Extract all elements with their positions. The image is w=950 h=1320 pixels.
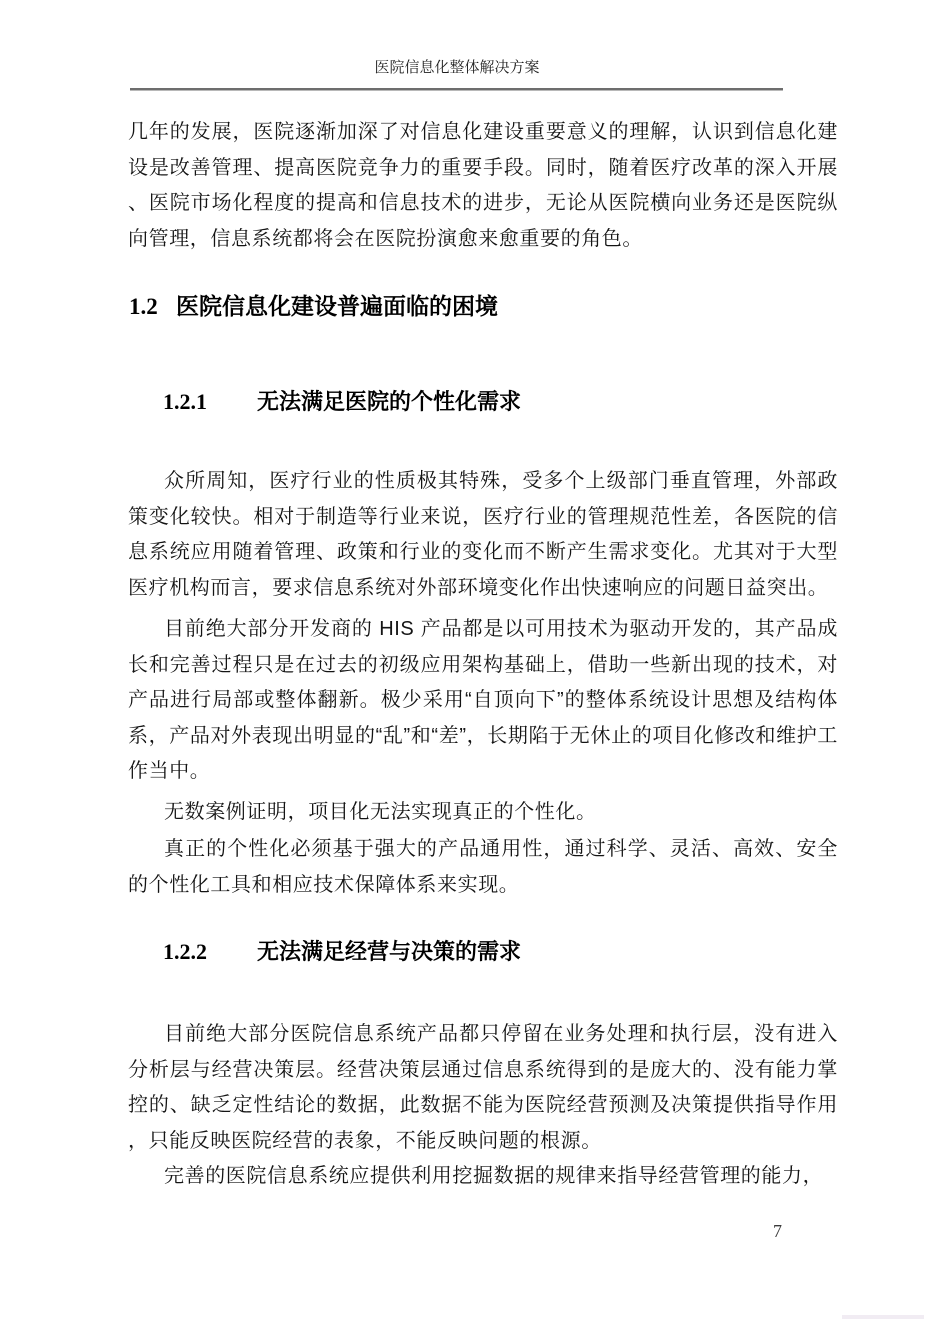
- section-number: 1.2: [129, 294, 158, 319]
- section-title: 医院信息化建设普遍面临的困境: [176, 293, 498, 319]
- paragraph-decision-layer: 目前绝大部分医院信息系统产品都只停留在业务处理和执行层，没有进入分析层与经营决策层。经营决策层通过信息系统得到的是庞大的、没有能力掌控的、缺乏定性结论的数据，此数据不能为医院经营预测及决策提供指导作用，只能反映医院经营的表象，不能反映问题的根源。: [128, 1023, 838, 1152]
- watermark-remnant: [842, 1315, 924, 1319]
- section-heading-1-2: [129, 291, 498, 322]
- subsection-number: 1.2.2: [163, 939, 207, 964]
- header-rule: [130, 88, 783, 91]
- paragraph-industry-特殊性: 众所周知，医疗行业的性质极其特殊，受多个上级部门垂直管理，外部政策变化较快。相对于制造等行业来说，医疗行业的管理规范性差，各医院的信息系统应用随着管理、政策和行业的变化而不断产生需求变化。尤其对于大型医疗机构而言，要求信息系统对外部环境变化作出快速响应的问题日益突出。: [128, 470, 838, 599]
- paragraph-true-personalization: 真正的个性化必须基于强大的产品通用性，通过科学、灵活、高效、安全的个性化工具和相应技术保障体系来实现。: [128, 838, 838, 896]
- subsection-heading-1-2-2: [128, 938, 521, 966]
- paragraph-intro-continuation: 几年的发展，医院逐渐加深了对信息化建设重要意义的理解，认识到信息化建设是改善管理、提高医院竞争力的重要手段。同时，随着医疗改革的深入开展、医院市场化程度的提高和信息技术的进步，无论从医院横向业务还是医院纵向管理，信息系统都将会在医院扮演愈来愈重要的角色。: [128, 121, 838, 250]
- subsection-title: 无法满足医院的个性化需求: [257, 389, 522, 414]
- page-number: 7: [773, 1221, 782, 1241]
- page-header-title: 医院信息化整体解决方案: [374, 59, 540, 76]
- paragraph-data-mining: 完善的医院信息系统应提供利用挖掘数据的规律来指导经营管理的能力，: [164, 1165, 824, 1187]
- paragraph-his-products: 目前绝大部分开发商的 HIS 产品都是以可用技术为驱动开发的，其产品成长和完善过程只是在过去的初级应用架构基础上，借助一些新出现的技术，对产品进行局部或整体翻新。极少采用“自顶向下”的整体系统设计思想及结构体系，产品对外表现出明显的“乱”和“差”，长期陷于无休止的项目化修改和维护工作当中。: [128, 618, 838, 782]
- subsection-heading-1-2-1: [128, 388, 521, 416]
- paragraph-case-proof: 无数案例证明，项目化无法实现真正的个性化。: [164, 801, 597, 823]
- subsection-title: 无法满足经营与决策的需求: [257, 939, 522, 964]
- subsection-number: 1.2.1: [163, 389, 207, 414]
